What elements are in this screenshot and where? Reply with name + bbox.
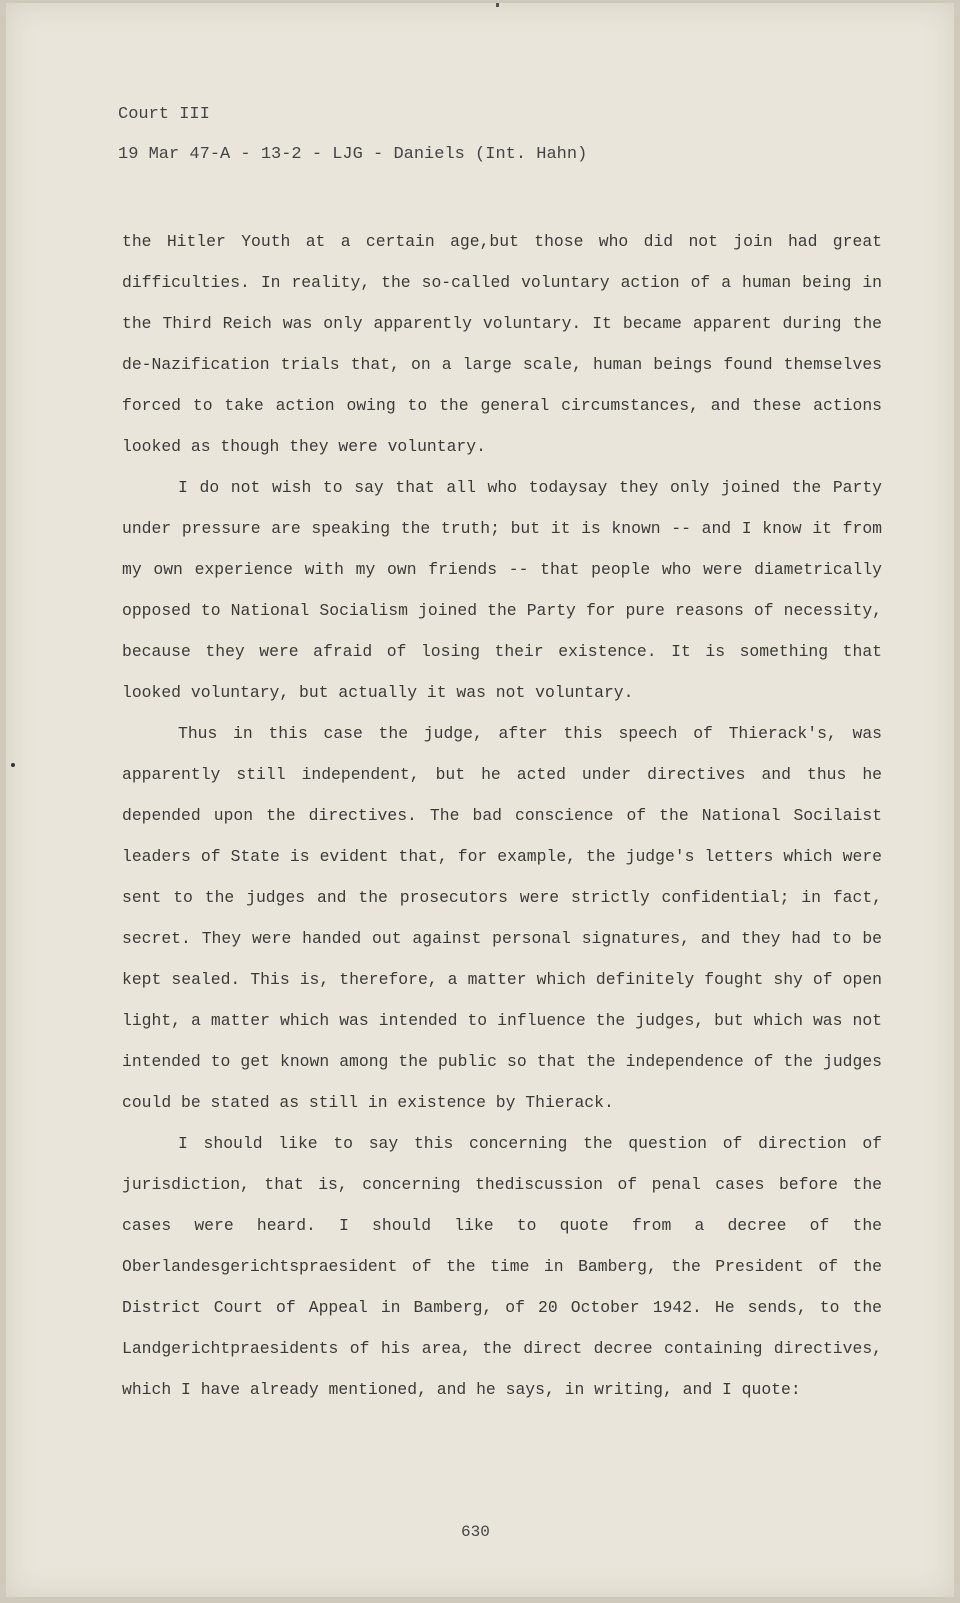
margin-dot	[11, 763, 15, 767]
paragraph-1: the Hitler Youth at a certain age,but those who did not join had great difficulties. In reality, the so-called voluntary action of a human being in the Third Reich was only apparently voluntary. It became apparent during the de-Nazification trials that, on a large scale, human beings found themselves forced to take action owing to the general circumstances, and these actions looked as though they were voluntary.	[122, 232, 882, 456]
session-reference: 19 Mar 47-A - 13-2 - LJG - Daniels (Int. Hahn)	[118, 145, 588, 164]
fold-mark	[496, 3, 499, 7]
court-label: Court III	[118, 105, 210, 124]
paragraph-2: I do not wish to say that all who todaysay they only joined the Party under pressure are speaking the truth; but it is known -- and I know it from my own experience with my own friends -- that people who were diametrically opposed to National Socialism joined the Party for pure reasons of necessity, because they were afraid of losing their existence. It is something that looked voluntary, but actually it was not voluntary.	[122, 478, 882, 702]
document-page	[6, 3, 954, 1597]
page-number: 630	[461, 1523, 490, 1541]
transcript-body	[122, 221, 882, 1410]
paragraph-4: I should like to say this concerning the question of direction of jurisdiction, that is, concerning thediscussion of penal cases before the cases were heard. I should like to quote from a decree of the Oberlandesgerichtspraesident of the time in Bamberg, the President of the District Court of Appeal in Bamberg, of 20 October 1942. He sends, to the Landgerichtpraesidents of his area, the direct decree containing directives, which I have already mentioned, and he says, in writing, and I quote:	[122, 1134, 882, 1399]
paragraph-3: Thus in this case the judge, after this speech of Thierack's, was apparently still independent, but he acted under directives and thus he depended upon the directives. The bad conscience of the National Socilaist leaders of State is evident that, for example, the judge's letters which were sent to the judges and the prosecutors were strictly confidential; in fact, secret. They were handed out against personal signatures, and they had to be kept sealed. This is, therefore, a matter which definitely fought shy of open light, a matter which was intended to influence the judges, but which was not intended to get known among the public so that the independence of the judges could be stated as still in existence by Thierack.	[122, 724, 882, 1112]
transcript-header	[118, 95, 587, 175]
